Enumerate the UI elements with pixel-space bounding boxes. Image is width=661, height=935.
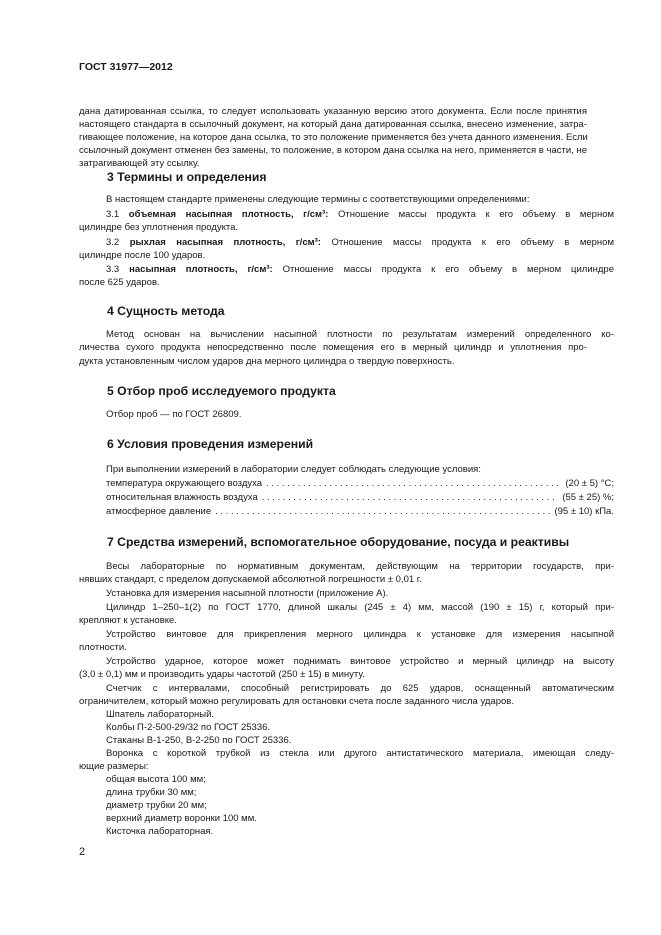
term-3-3-name: насыпная плотность, г/см³:: [129, 264, 273, 275]
page-number: 2: [79, 846, 86, 858]
condition-row: относительная влажность воздуха . . . (55 ± 25) %;: [79, 491, 614, 504]
section-7-line: ющие размеры:: [79, 761, 149, 772]
term-3-1: 3.1 объемная насыпная плотность, г/см³: Отношение массы продукта к его объему в мерном: [106, 209, 615, 220]
section-7-line: нявших стандарт, с пределом допускаемой абсолютной погрешности ± 0,01 г.: [79, 574, 422, 585]
section-7-line: (3,0 ± 0,1) мм и производить удары частотой (250 ± 15) в минуту.: [79, 669, 365, 680]
intro-line: ссылочный документ отменен без замены, то положение, в котором дана ссылка на него, применяется в части, не: [79, 145, 587, 156]
funnel-dimension: диаметр трубки 20 мм;: [106, 800, 207, 811]
section-7-line: крепляют к установке.: [79, 615, 177, 626]
intro-line: дана датированная ссылка, то следует использовать указанную версию этого документа. Если после принятия: [79, 106, 587, 117]
section-7-line: плотности.: [79, 642, 127, 653]
term-3-1-name: объемная насыпная плотность, г/см³:: [128, 209, 329, 220]
condition-row: атмосферное давление . . . (95 ± 10) кПа.: [79, 505, 614, 518]
section-4-line: личества сухого продукта непосредственно после помещения его в мерный цилиндр и уплотнения про-: [79, 342, 587, 353]
term-3-3-cont: после 625 ударов.: [79, 277, 160, 288]
term-3-2-name: рыхлая насыпная плотность, г/см³:: [129, 237, 321, 248]
section-4-title: 4 Сущность метода: [107, 304, 225, 318]
section-7-line: Установка для измерения насыпной плотности (приложение А).: [106, 588, 389, 599]
term-3-1-cont: цилиндре без уплотнения продукта.: [79, 222, 239, 233]
section-7-line: Шпатель лабораторный.: [106, 709, 215, 720]
section-7-line: Счетчик с интервалами, способный регистрировать до 625 ударов, оснащенный автоматическим: [106, 683, 614, 694]
funnel-dimension: длина трубки 30 мм;: [106, 787, 197, 798]
term-3-2: 3.2 рыхлая насыпная плотность, г/см³: Отношение массы продукта к его объему в мерном: [106, 237, 614, 248]
section-6-title: 6 Условия проведения измерений: [107, 437, 314, 451]
intro-line: гивающее положение, на которое дана ссылка, то это положение применяется без учета данного изменения. Если: [79, 132, 588, 143]
section-7-line: Цилиндр 1–250–1(2) по ГОСТ 1770, длиной шкалы (245 ± 4) мм, массой (190 ± 15) г, который при-: [106, 602, 614, 613]
section-5-text: Отбор проб — по ГОСТ 26809.: [106, 409, 242, 420]
section-4-line: Метод основан на вычислении насыпной плотности по результатам измерений определенного ко-: [106, 329, 614, 340]
section-6-intro: При выполнении измерений в лаборатории следует соблюдать следующие условия:: [106, 464, 481, 475]
intro-line: затрагивающей эту ссылку.: [79, 158, 200, 169]
document-header: ГОСТ 31977—2012: [79, 61, 173, 73]
section-7-line: Воронка с короткой трубкой из стекла или другого антистатического материала, имеющая следу-: [106, 748, 614, 759]
condition-value: (55 ± 25) %;: [562, 492, 614, 503]
condition-value: (20 ± 5) °С;: [565, 478, 614, 489]
funnel-dimension: верхний диаметр воронки 100 мм.: [106, 813, 257, 824]
condition-value: (95 ± 10) кПа.: [554, 506, 614, 517]
term-3-3: 3.3 насыпная плотность, г/см³: Отношение массы продукта к его объему в мерном цилиндре: [106, 264, 615, 275]
section-5-title: 5 Отбор проб исследуемого продукта: [107, 384, 336, 398]
section-7-line: Стаканы В-1-250, В-2-250 по ГОСТ 25336.: [106, 735, 292, 746]
section-4-line: дукта установленным числом ударов дна мерного цилиндра о твердую поверхность.: [79, 356, 455, 367]
section-7-line: Устройство винтовое для прикрепления мерного цилиндра к установке для измерения насыпной: [106, 629, 614, 640]
section-7-line: Устройство ударное, которое может поднимать винтовое устройство и мерный цилиндр на высоту: [106, 656, 614, 667]
section-7-title: 7 Средства измерений, вспомогательное оборудование, посуда и реактивы: [107, 535, 570, 549]
funnel-dimension: общая высота 100 мм;: [106, 774, 206, 785]
section-7-line: ограничителем, который можно регулировать для остановки счета после заданного числа ударов.: [79, 696, 514, 707]
section-3-intro: В настоящем стандарте применены следующие термины с соответствующими определениями:: [106, 194, 530, 205]
intro-line: настоящего стандарта в ссылочный документ, на который дана датированная ссылка, внесено изменение, затра-: [79, 119, 587, 130]
term-3-2-cont: цилиндре после 100 ударов.: [79, 250, 206, 261]
section-7-line: Весы лабораторные по нормативным документам, действующим на территории государств, при-: [106, 561, 614, 572]
section-7-line: Колбы П-2-500-29/32 по ГОСТ 25336.: [106, 722, 271, 733]
condition-row: температура окружающего воздуха . . . (20 ± 5) °С;: [79, 477, 614, 490]
section-7-line: Кисточка лабораторная.: [106, 826, 214, 837]
section-3-title: 3 Термины и определения: [107, 170, 267, 184]
